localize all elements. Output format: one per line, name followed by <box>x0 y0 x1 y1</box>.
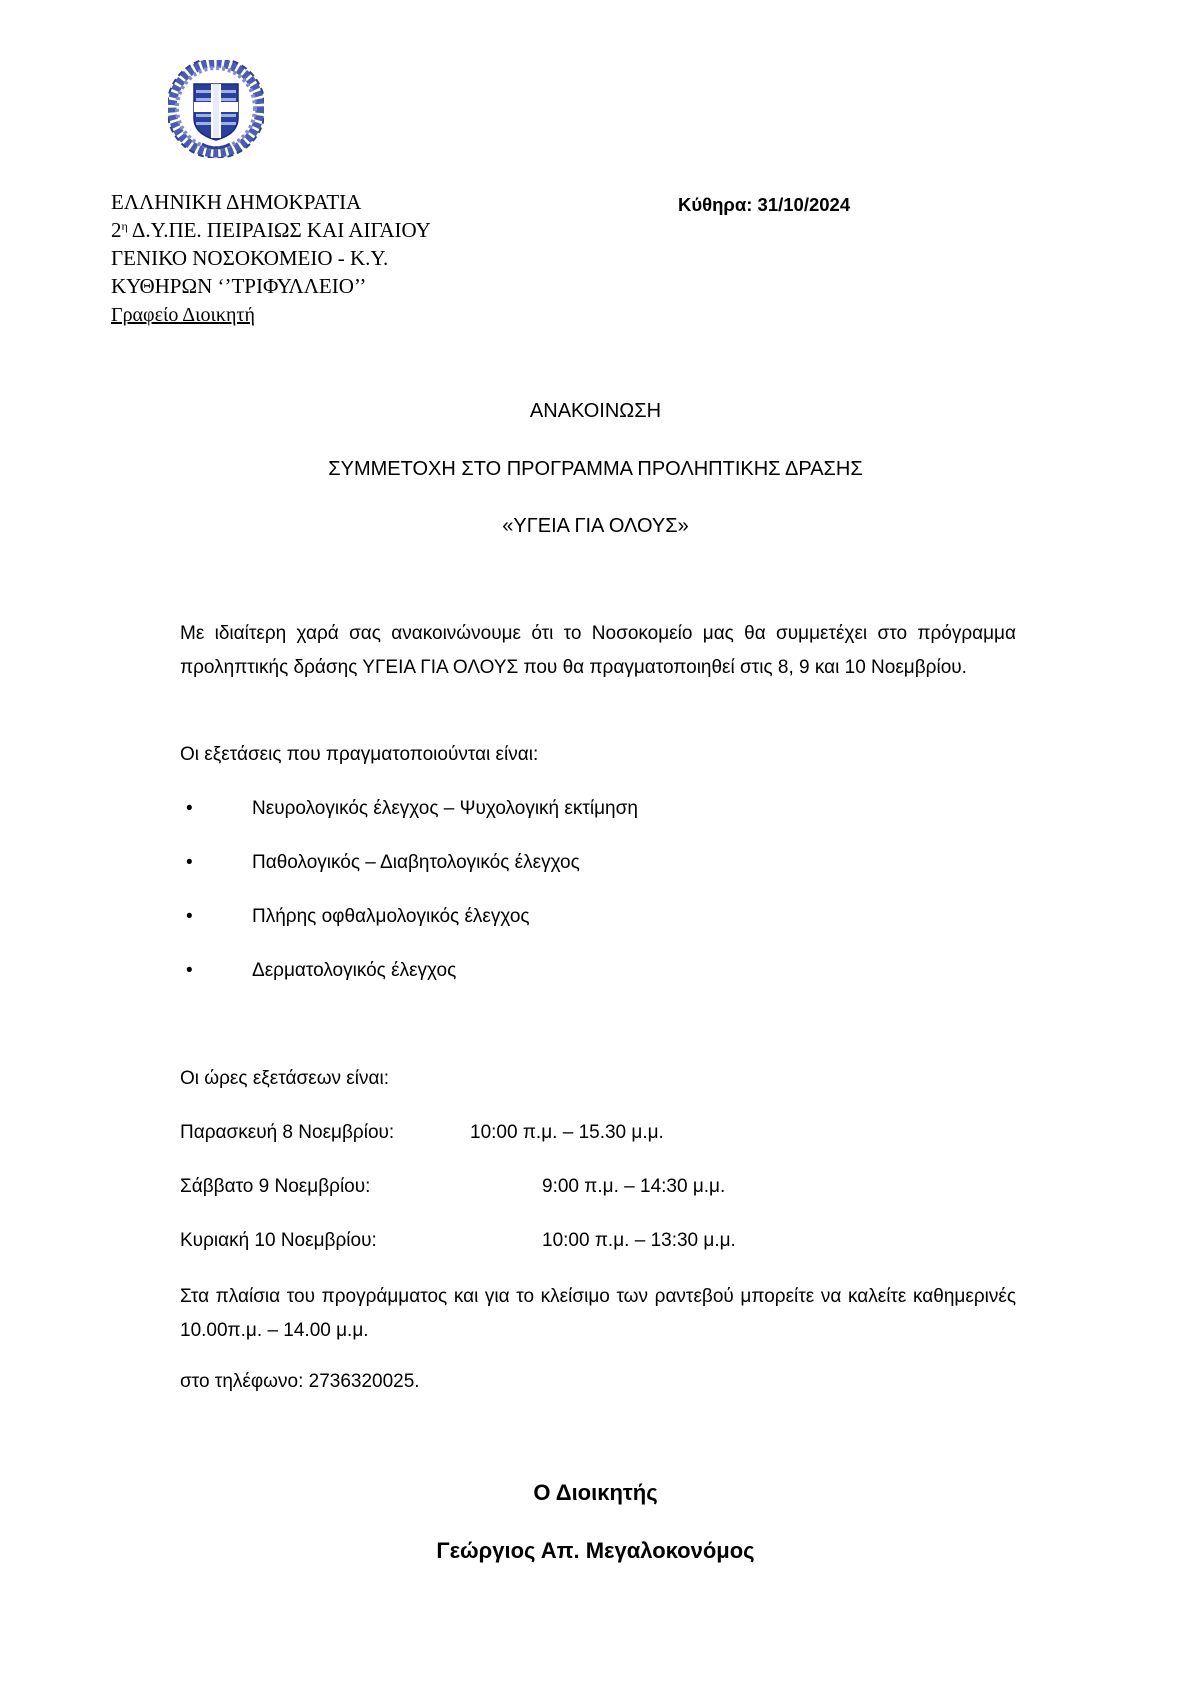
schedule-time: 9:00 π.μ. – 14:30 μ.μ. <box>542 1176 726 1197</box>
signature-name: Γεώργιος Απ. Μεγαλοκονόμος <box>436 1538 755 1563</box>
header-line-2-text: Δ.Υ.ΠΕ. ΠΕΙΡΑΙΩΣ ΚΑΙ ΑΙΓΑΙΟΥ <box>127 218 431 242</box>
list-item: Δερματολογικός έλεγχος <box>252 960 457 981</box>
announcement-subtitle: ΣΥΜΜΕΤΟΧΗ ΣΤΟ ΠΡΟΓΡΑΜΜΑ ΠΡΟΛΗΠΤΙΚΗΣ ΔΡΑΣΗΣ <box>328 458 863 480</box>
document-date: Κύθηρα: 31/10/2024 <box>678 194 851 215</box>
greek-emblem-icon <box>168 60 264 158</box>
list-item: Πλήρης οφθαλμολογικός έλεγχος <box>252 906 530 927</box>
list-item: Παθολογικός – Διαβητολογικός έλεγχος <box>252 852 580 873</box>
schedule-time: 10:00 π.μ. – 15.30 μ.μ. <box>470 1122 664 1143</box>
schedule-time: 10:00 π.μ. – 13:30 μ.μ. <box>542 1230 736 1251</box>
booking-paragraph: Στα πλαίσια του προγράμματος και για το κλείσιμο των ραντεβού μπορείτε να καλείτε καθημερινές 10.00π.μ. – 14.00 μ.μ. <box>180 1286 1016 1341</box>
intro-paragraph: Με ιδιαίτερη χαρά σας ανακοινώνουμε ότι το Νοσοκομείο μας θα συμμετέχει στο πρόγραμμα προληπτικής δράσης ΥΓΕΙΑ ΓΙΑ ΟΛΟΥΣ που θα πραγματοποιηθεί στις 8, 9 και 10 Νοεμβρίου. <box>180 623 1016 678</box>
schedule-day: Παρασκευή 8 Νοεμβρίου: <box>180 1122 395 1143</box>
exams-intro: Οι εξετάσεις που πραγματοποιούνται είναι: <box>180 744 539 765</box>
header-line-2-number: 2 <box>111 218 122 242</box>
header-line-2 <box>111 216 431 244</box>
header-line-1: ΕΛΛΗΝΙΚΗ ΔΗΜΟΚΡΑΤΙΑ <box>111 190 362 214</box>
list-item: Νευρολογικός έλεγχος – Ψυχολογική εκτίμηση <box>252 798 638 819</box>
bullet-icon: • <box>186 798 193 819</box>
hours-intro: Οι ώρες εξετάσεων είναι: <box>180 1068 389 1089</box>
header-line-2-superscript: η <box>121 219 128 233</box>
phone-line: στο τηλέφωνο: 2736320025. <box>180 1371 420 1392</box>
announcement-heading: ΑΝΑΚΟΙΝΩΣΗ <box>529 400 662 422</box>
bullet-icon: • <box>186 906 193 927</box>
schedule-day: Κυριακή 10 Νοεμβρίου: <box>180 1230 377 1251</box>
program-name: «ΥΓΕΙΑ ΓΙΑ ΟΛΟΥΣ» <box>502 515 689 537</box>
bullet-icon: • <box>186 852 193 873</box>
issuer-header <box>111 188 431 329</box>
signature-role: Ο Διοικητής <box>533 1480 658 1505</box>
bullet-icon: • <box>186 960 193 981</box>
office-label: Γραφείο Διοικητή <box>111 304 255 326</box>
header-line-4: ΚΥΘΗΡΩΝ ‘’ΤΡΙΦΥΛΛΕΙΟ’’ <box>111 274 367 298</box>
schedule-day: Σάββατο 9 Νοεμβρίου: <box>180 1176 371 1197</box>
header-line-3: ΓΕΝΙΚΟ ΝΟΣΟΚΟΜΕΙΟ - Κ.Υ. <box>111 246 389 270</box>
